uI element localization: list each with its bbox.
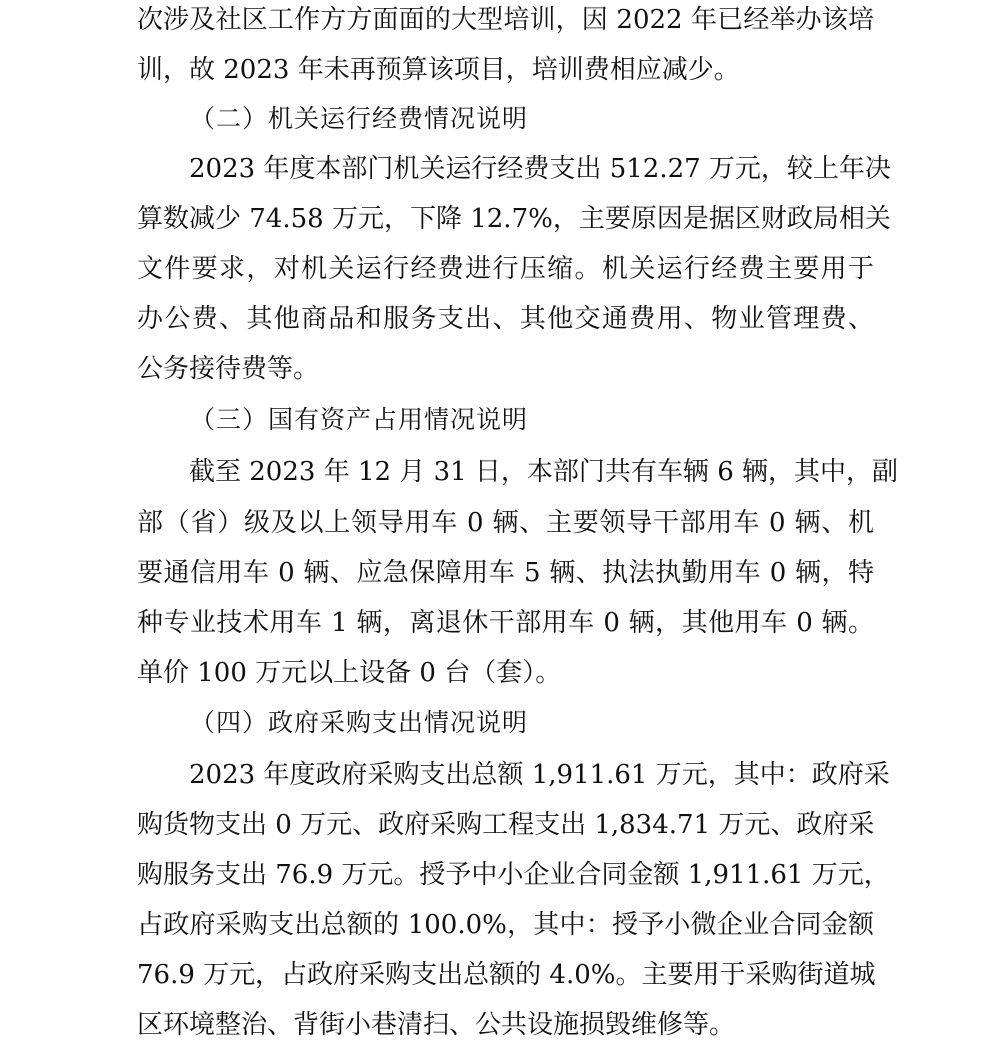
paragraph-line: 截至 2023 年 12 月 31 日，本部门共有车辆 6 辆，其中，副 — [189, 457, 898, 487]
paragraph-line: 购货物支出 0 万元、政府采购工程支出 1,834.71 万元、政府采 — [137, 810, 875, 840]
section-heading-3: （三）国有资产占用情况说明 — [190, 405, 529, 434]
paragraph-line: 2023 年度政府采购支出总额 1,911.61 万元，其中：政府采 — [189, 760, 890, 790]
paragraph-line: 占政府采购支出总额的 100.0%，其中：授予小微企业合同金额 — [137, 910, 874, 940]
paragraph-line: 公务接待费等。 — [137, 354, 320, 384]
section-heading-4: （四）政府采购支出情况说明 — [190, 708, 529, 737]
paragraph-line: 单价 100 万元以上设备 0 台（套）。 — [137, 658, 562, 688]
paragraph-line: 文件要求，对机关运行经费进行压缩。机关运行经费主要用于 — [137, 254, 874, 284]
paragraph-line: 次涉及社区工作方方面面的大型培训，因 2022 年已经举办该培 — [137, 5, 874, 35]
paragraph-line: 区环境整治、背街小巷清扫、公共设施损毁维修等。 — [137, 1010, 736, 1040]
paragraph-line: 要通信用车 0 辆、应急保障用车 5 辆、执法执勤用车 0 辆，特 — [137, 558, 874, 588]
paragraph-line: 办公费、其他商品和服务支出、其他交通费用、物业管理费、 — [137, 304, 874, 334]
paragraph-line: 部（省）级及以上领导用车 0 辆、主要领导干部用车 0 辆、机 — [137, 508, 874, 538]
paragraph-line: 训，故 2023 年未再预算该项目，培训费相应减少。 — [137, 55, 740, 85]
paragraph-line: 76.9 万元，占政府采购支出总额的 4.0%。主要用于采购街道城 — [137, 960, 876, 990]
paragraph-line: 购服务支出 76.9 万元。授予中小企业合同金额 1,911.61 万元， — [137, 860, 890, 890]
paragraph-line: 2023 年度本部门机关运行经费支出 512.27 万元，较上年决 — [189, 154, 891, 184]
section-heading-2: （二）机关运行经费情况说明 — [190, 104, 529, 133]
paragraph-line: 种专业技术用车 1 辆，离退休干部用车 0 辆，其他用车 0 辆。 — [137, 608, 874, 638]
paragraph-line: 算数减少 74.58 万元，下降 12.7%，主要原因是据区财政局相关 — [137, 204, 891, 234]
